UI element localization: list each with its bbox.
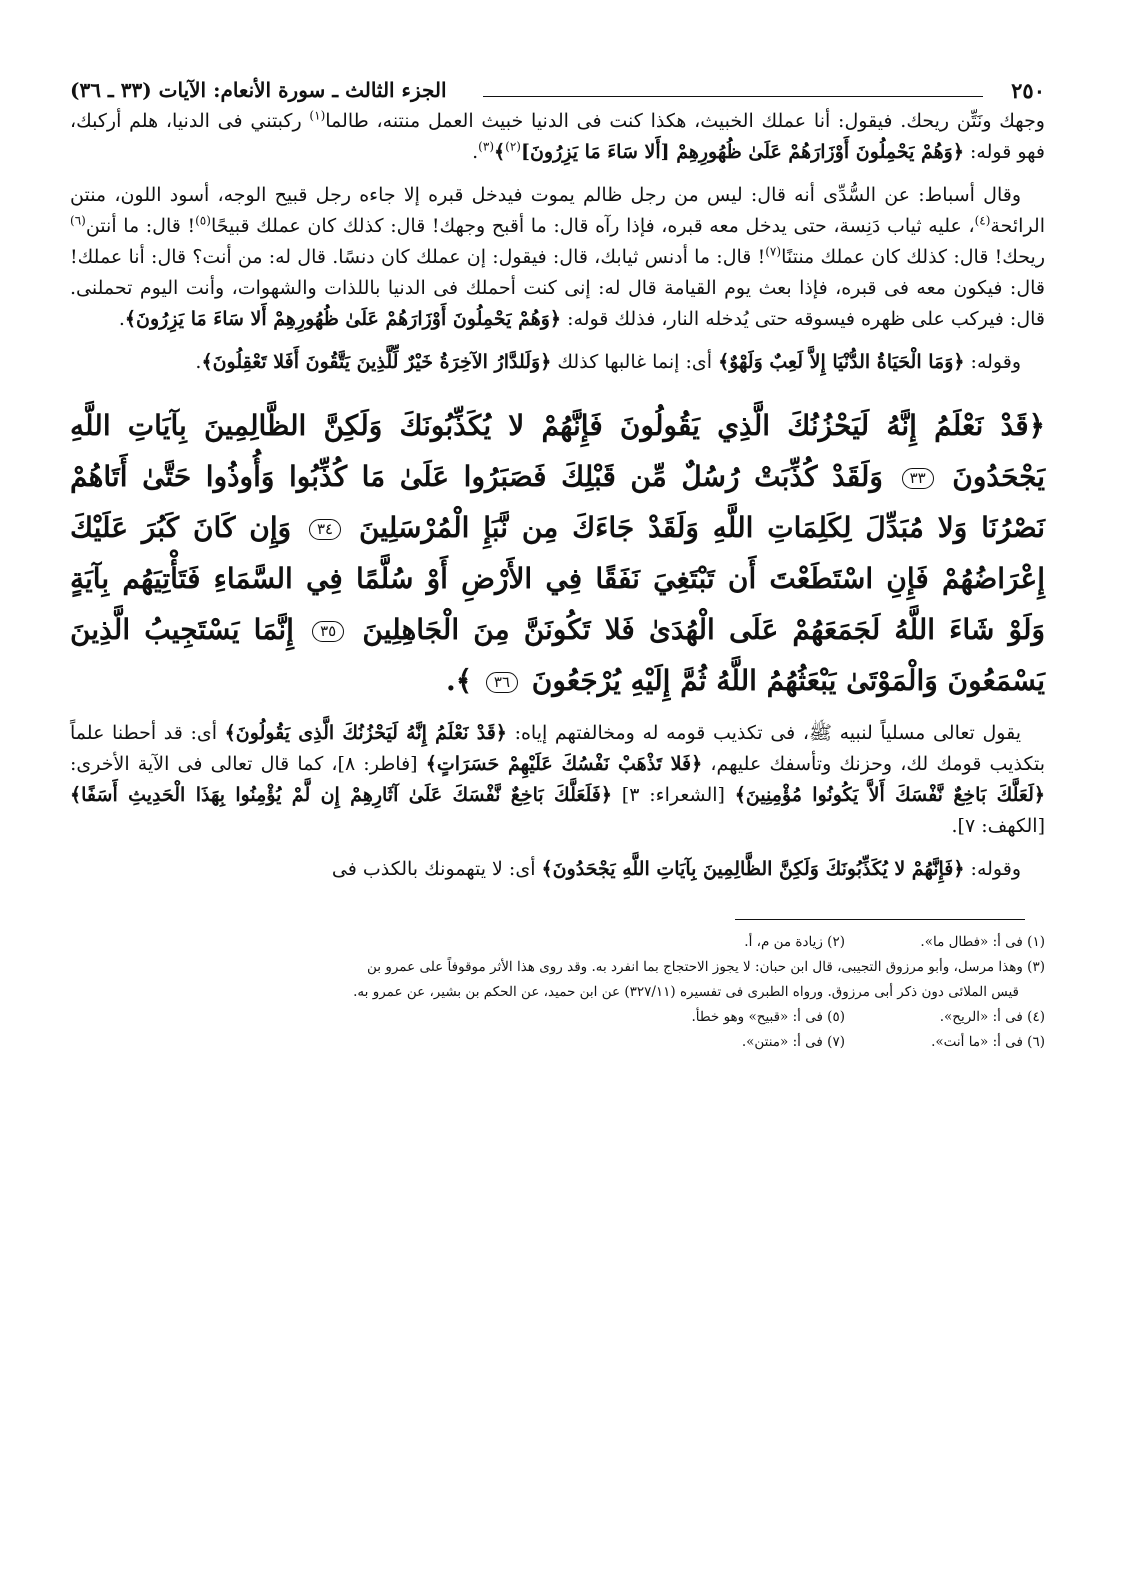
footnote-ref-3: (٣) <box>478 139 494 154</box>
footnote-1: (١) فى أ: «فطال ما». <box>920 934 1045 950</box>
text-run: يقول تعالى مسلياً لنبيه ﷺ، فى تكذيب قومه له ومخالفتهم إياه: <box>506 722 1021 744</box>
quran-verses-block <box>70 400 1045 706</box>
footnotes <box>70 930 1045 1055</box>
quran-quote: ﴿وَمَا الْحَيَاةُ الدُّنْيَا إِلاَّ لَعِبٌ وَلَهْوٌ﴾ <box>718 351 965 373</box>
verse-number-34: ٣٤ <box>309 519 341 540</box>
text-run: [الشعراء: ٣] <box>612 784 735 806</box>
footnote-6: (٦) فى أ: «ما أنت». <box>931 1034 1045 1050</box>
quote-close-bracket: ﴾ <box>494 141 506 163</box>
text-run: وقال أسباط: عن السُّدِّى أنه قال: ليس من رجل ظالم يموت فيدخل قبره إلا جاءه رجل قبيح الوجه، أسود اللون، منتن الرائحة <box>70 184 1045 237</box>
footnote-ref-1: (١) <box>309 108 326 123</box>
text-run: أى: قد أحطنا علماً بتكذيب قومك لك، وحزنك وتأسفك عليهم، <box>70 722 1045 775</box>
quran-quote: ﴿فَإِنَّهُمْ لا يُكَذِّبُونَكَ وَلَكِنَّ الظَّالِمِينَ بِآيَاتِ اللَّهِ يَجْحَدُونَ﴾ <box>541 858 965 880</box>
text-run: . <box>195 351 202 373</box>
paragraph-1 <box>70 106 1045 168</box>
verse-number-35: ٣٥ <box>312 621 344 642</box>
book-page <box>70 60 1045 1055</box>
text-run: . <box>472 141 479 163</box>
verse-close-bracket: ﴾ <box>455 664 473 697</box>
quran-quote: ﴿لَعَلَّكَ بَاخِعٌ نَّفْسَكَ أَلاَّ يَكُونُوا مُؤْمِنِينَ﴾ <box>734 784 1046 806</box>
footnote-5: (٥) فى أ: «قبيح» وهو خطأ. <box>691 1009 845 1025</box>
text-run: أى: لا يتهمونك بالكذب فى <box>331 858 542 880</box>
verse-34: وَلَقَدْ كُذِّبَتْ رُسُلٌ مِّن قَبْلِكَ فَصَبَرُوا عَلَىٰ مَا كُذِّبُوا وَأُوذُوا حَتَّىٰ أَتَاهُمْ نَصْرُنَا وَلا مُبَدِّلَ لِكَلِمَاتِ اللَّهِ وَلَقَدْ جَاءَكَ مِن نَّبَإِ الْمُرْسَلِينَ <box>70 460 1045 544</box>
footnote-3-continued: قيس الملائى دون ذكر أبى مرزوق. ورواه الطبرى فى تفسيره (٣٢٧/١١) عن ابن حميد، عن الحكم بن بشير، عن عمرو به. <box>353 984 1019 1000</box>
text-run: ركبتني فى الدنيا، هلم أركبك، فهو قوله: <box>70 110 1045 163</box>
footnote-row <box>70 1030 1045 1055</box>
verse-open-bracket: ﴿ <box>1028 409 1045 442</box>
text-run: أى: إنما غالبها كذلك <box>551 351 719 373</box>
paragraph-3 <box>70 347 1045 378</box>
quran-quote: ﴿قَدْ نَعْلَمُ إِنَّهُ لَيَحْزُنُكَ الَّذِى يَقُولُونَ﴾ <box>224 722 507 744</box>
verse-number-36: ٣٦ <box>486 672 518 693</box>
running-header <box>70 60 1045 103</box>
footnote-2: (٢) زيادة من م، أ. <box>744 934 845 950</box>
footnote-ref-2: (٢) <box>505 139 521 154</box>
paragraph-5 <box>70 854 1045 885</box>
text-run: . <box>446 664 456 697</box>
text-run: . <box>118 308 125 330</box>
running-title: الجزء الثالث ـ سورة الأنعام: الآيات (٣٣ ـ ٣٦) <box>70 78 447 102</box>
quran-quote: ﴿فَلَعَلَّكَ بَاخِعٌ نَّفْسَكَ عَلَىٰ آثَارِهِمْ إِن لَّمْ يُؤْمِنُوا بِهَذَا الْحَدِيثِ أَسَفًا﴾ <box>70 784 613 806</box>
text-run: [فاطر: ٨]، كما قال تعالى فى الآية الأخرى: <box>70 753 426 775</box>
commentary-text-continued <box>70 718 1045 885</box>
quran-quote: ﴿وَلَلدَّارُ الآخِرَةُ خَيْرٌ لِّلَّذِينَ يَتَّقُونَ أَفَلا تَعْقِلُونَ﴾ <box>201 351 552 373</box>
page-number: ٢٥٠ <box>1011 78 1045 103</box>
text-run: ، عليه ثياب دَنِسة، حتى يدخل معه قبره، فإذا رآه قال: ما أقبح وجهك! قال: كذلك كان عملك قبيحًا <box>210 215 975 237</box>
quran-quote: ﴿فَلا تَذْهَبْ نَفْسُكَ عَلَيْهِمْ حَسَرَاتٍ﴾ <box>425 753 703 775</box>
text-run: وقوله: <box>964 351 1021 373</box>
quran-quote: ﴿وَهُمْ يَحْمِلُونَ أَوْزَارَهُمْ عَلَىٰ ظُهُورِهِمْ أَلا سَاءَ مَا يَزِرُونَ﴾ <box>124 308 562 330</box>
footnote-ref-7: (٧) <box>765 244 782 259</box>
footnote-7: (٧) فى أ: «منتن». <box>741 1034 845 1050</box>
paragraph-4 <box>70 718 1045 842</box>
text-run: وجهك ونَتِّن ريحك. فيقول: أنا عملك الخبيث، هكذا كنت فى الدنيا خبيث العمل منتنه، طالما <box>325 110 1045 132</box>
commentary-text <box>70 106 1045 378</box>
text-run: ريحك! قال: كذلك كان عملك منتنًا <box>781 246 1045 268</box>
quran-quote: ﴿وَهُمْ يَحْمِلُونَ أَوْزَارَهُمْ عَلَىٰ ظُهُورِهِمْ [أَلا سَاءَ مَا يَزِرُونَ] <box>520 141 964 163</box>
verse-35: وَإِن كَانَ كَبُرَ عَلَيْكَ إِعْرَاضُهُمْ فَإِنِ اسْتَطَعْتَ أَن تَبْتَغِيَ نَفَقًا فِي الأَرْضِ أَوْ سُلَّمًا فِي السَّمَاءِ فَتَأْتِيَهُم بِآيَةٍ وَلَوْ شَاءَ اللَّهُ لَجَمَعَهُمْ عَلَى الْهُدَىٰ فَلا تَكُونَنَّ مِنَ الْجَاهِلِينَ <box>70 511 1046 646</box>
text-run: [الكهف: ٧]. <box>951 815 1045 837</box>
text-run: ! قال: ما أنتن <box>85 215 196 237</box>
text-run: ! قال: ما أدنس ثيابك، قال: فيقول: إن عملك كان دنسًا. قال له: من أنت؟ قال: أنا عملك! قال: فيكون معه فى قبره، فإذا بعث يوم القيامة قال له: إنى كنت أحملك فى الدنيا باللذات والشهوات، وأنت اليوم تحملنى. قال: فيركب على ظهره فيسوقه حتى يُدخله النار، فذلك قوله: <box>70 246 1045 330</box>
footnote-row <box>70 930 1045 955</box>
footnote-ref-6: (٦) <box>70 213 86 228</box>
footnote-row <box>70 1005 1045 1030</box>
footnote-ref-5: (٥) <box>195 213 211 228</box>
paragraph-2 <box>70 180 1045 335</box>
verse-number-33: ٣٣ <box>902 468 934 489</box>
header-rule <box>483 96 983 97</box>
verse-33: قَدْ نَعْلَمُ إِنَّهُ لَيَحْزُنُكَ الَّذِي يَقُولُونَ فَإِنَّهُمْ لا يُكَذِّبُونَكَ وَلَكِنَّ الظَّالِمِينَ بِآيَاتِ اللَّهِ يَجْحَدُونَ <box>70 409 1046 493</box>
footnote-3: (٣) وهذا مرسل، وأبو مرزوق التجيبى، قال ابن حبان: لا يجوز الاحتجاج بما انفرد به. وقد روى هذا الأثر موقوفاً على عمرو بن <box>367 959 1045 975</box>
text-run: وقوله: <box>964 858 1021 880</box>
verse-36: إِنَّمَا يَسْتَجِيبُ الَّذِينَ يَسْمَعُونَ وَالْمَوْتَىٰ يَبْعَثُهُمُ اللَّهُ ثُمَّ إِلَيْهِ يُرْجَعُونَ <box>70 613 1045 697</box>
footnote-ref-4: (٤) <box>974 213 991 228</box>
footnote-4: (٤) فى أ: «الريح». <box>939 1009 1045 1025</box>
footnote-separator <box>735 919 1025 920</box>
